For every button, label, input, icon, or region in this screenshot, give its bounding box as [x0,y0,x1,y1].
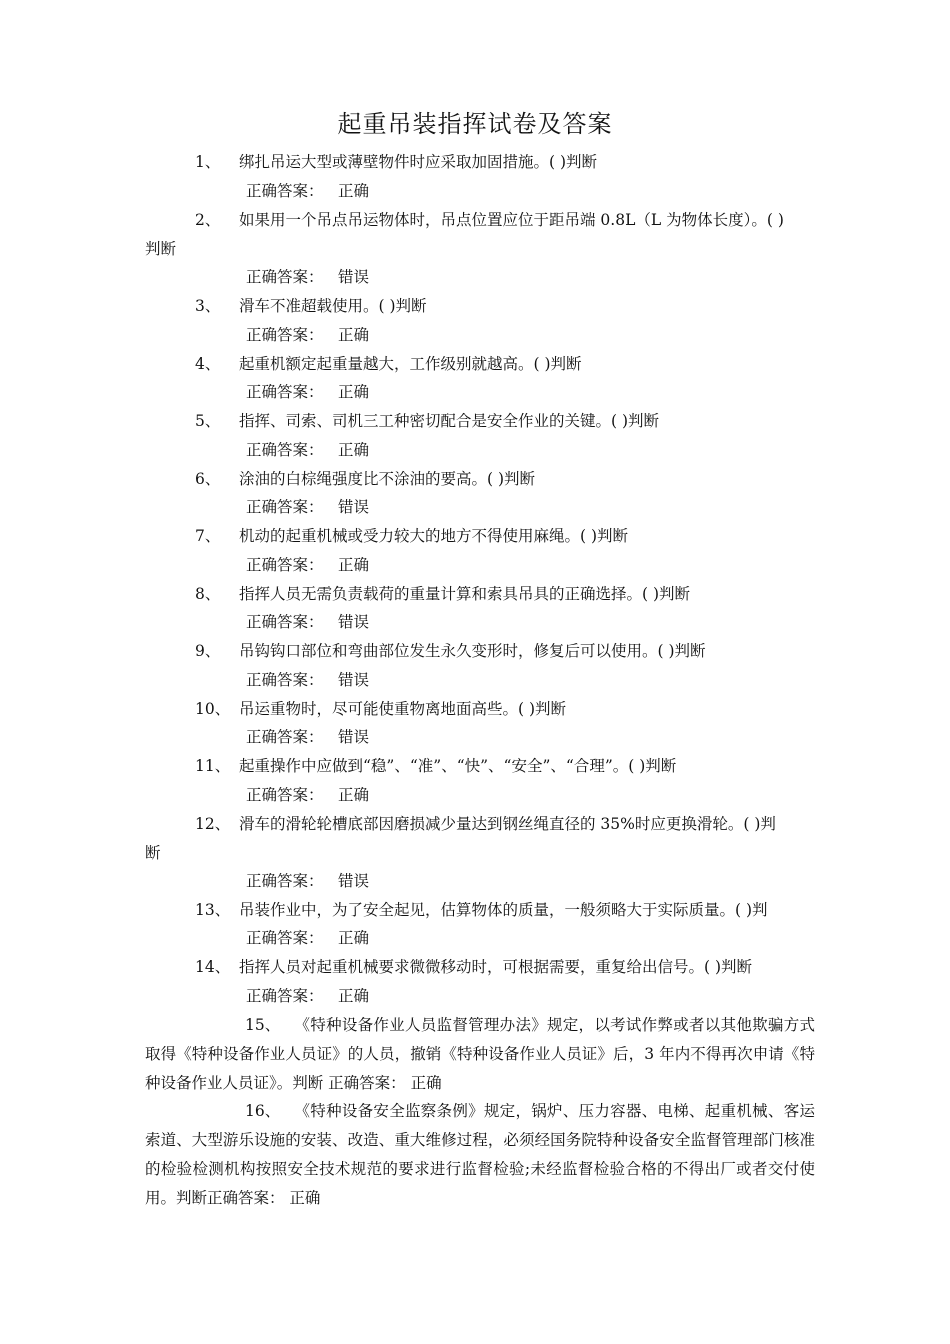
question-text: 吊运重物时，尽可能使重物离地面高些。( )判断 [239,700,567,718]
answer-label: 正确答案： [246,613,324,631]
question-text: 《特种设备作业人员监督管理办法》规定，以考试作弊或者以其他欺骗方式取得《特种设备作业人员证》的人员，撤销《特种设备作业人员证》后，3 年内不得再次申请《特种设备作业人员证》。判断 正确答案： 正确 [145,1016,815,1092]
question-6 [145,465,810,494]
answer-value: 错误 [338,498,370,516]
answer-5 [246,436,369,465]
question-4 [145,350,810,379]
question-number: 7、 [195,527,221,545]
question-10 [145,695,810,724]
question-text: 机动的起重机械或受力较大的地方不得使用麻绳。( )判断 [239,527,629,545]
question-8 [145,580,810,609]
question-text: 《特种设备安全监察条例》规定，锅炉、压力容器、电梯、起重机械、客运索道、大型游乐设施的安装、改造、重大维修过程，必须经国务院特种设备安全监督管理部门核准的检验检测机构按照安全技术规范的要求进行监督检验;未经监督检验合格的不得出厂或者交付使用。判断正确答案： 正确 [145,1102,815,1207]
answer-value: 正确 [338,441,370,459]
answer-14 [246,982,369,1011]
answer-6 [246,493,369,522]
answer-9 [246,666,369,695]
question-text: 起重操作中应做到“稳”、“准”、“快”、“安全”、“合理”。( )判断 [239,757,677,775]
question-number: 14、 [195,958,231,976]
question-text: 指挥人员对起重机械要求微微移动时，可根据需要，重复给出信号。( )判断 [239,958,753,976]
question-number: 2、 [195,211,221,229]
question-9 [145,637,810,666]
question-text-continued: 断 [145,844,161,862]
answer-label: 正确答案： [246,929,324,947]
question-14 [145,953,810,982]
question-number: 15、 [245,1016,281,1034]
question-number: 10、 [195,700,231,718]
question-5 [145,407,810,436]
question-11 [145,752,810,781]
question-text: 滑车的滑轮轮槽底部因磨损减少量达到钢丝绳直径的 35%时应更换滑轮。( )判 [239,815,776,833]
answer-label: 正确答案： [246,728,324,746]
question-3 [145,292,810,321]
question-12 [145,810,810,868]
question-text: 滑车不准超载使用。( )判断 [239,297,427,315]
answer-value: 错误 [338,872,370,890]
question-text-continued: 判断 [145,240,177,258]
answer-3 [246,321,369,350]
question-text: 如果用一个吊点吊运物体时，吊点位置应位于距吊端 0.8L（L 为物体长度）。( ) [239,211,784,229]
answer-label: 正确答案： [246,671,324,689]
question-number: 6、 [195,470,221,488]
question-2 [145,206,810,264]
answer-value: 错误 [338,728,370,746]
document-title: 起重吊装指挥试卷及答案 [337,110,613,138]
answer-7 [246,551,369,580]
question-1 [145,148,810,177]
answer-10 [246,723,369,752]
question-text: 指挥、司索、司机三工种密切配合是安全作业的关键。( )判断 [239,412,660,430]
question-text: 起重机额定起重量越大，工作级别就越高。( )判断 [239,355,582,373]
answer-2 [246,263,369,292]
answer-label: 正确答案： [246,182,324,200]
answer-label: 正确答案： [246,556,324,574]
question-13 [145,896,810,925]
answer-label: 正确答案： [246,268,324,286]
answer-value: 正确 [338,182,370,200]
answer-label: 正确答案： [246,786,324,804]
question-number: 3、 [195,297,221,315]
question-7 [145,522,810,551]
answer-13 [246,924,369,953]
answer-8 [246,608,369,637]
question-number: 13、 [195,901,231,919]
question-number: 4、 [195,355,221,373]
answer-value: 正确 [338,383,370,401]
answer-value: 正确 [338,987,370,1005]
answer-value: 错误 [338,613,370,631]
question-15 [145,1011,815,1098]
question-number: 5、 [195,412,221,430]
answer-value: 正确 [338,556,370,574]
question-number: 16、 [245,1102,281,1120]
answer-value: 错误 [338,268,370,286]
answer-4 [246,378,369,407]
question-16 [145,1097,815,1213]
answer-label: 正确答案： [246,383,324,401]
answer-11 [246,781,369,810]
question-text: 吊装作业中，为了安全起见，估算物体的质量，一般须略大于实际质量。( )判 [239,901,768,919]
question-text: 涂油的白棕绳强度比不涂油的要高。( )判断 [239,470,536,488]
answer-value: 正确 [338,326,370,344]
answer-label: 正确答案： [246,441,324,459]
question-text: 绑扎吊运大型或薄壁物件时应采取加固措施。( )判断 [239,153,598,171]
answer-value: 正确 [338,929,370,947]
answer-label: 正确答案： [246,872,324,890]
answer-value: 错误 [338,671,370,689]
answer-12 [246,867,369,896]
answer-label: 正确答案： [246,987,324,1005]
question-number: 12、 [195,815,231,833]
question-number: 11、 [195,757,231,775]
answer-label: 正确答案： [246,498,324,516]
question-number: 8、 [195,585,221,603]
answer-1 [246,177,369,206]
question-text: 吊钩钩口部位和弯曲部位发生永久变形时，修复后可以使用。( )判断 [239,642,706,660]
question-number: 1、 [195,153,221,171]
question-number: 9、 [195,642,221,660]
answer-value: 正确 [338,786,370,804]
answer-label: 正确答案： [246,326,324,344]
question-text: 指挥人员无需负责载荷的重量计算和索具吊具的正确选择。( )判断 [239,585,691,603]
